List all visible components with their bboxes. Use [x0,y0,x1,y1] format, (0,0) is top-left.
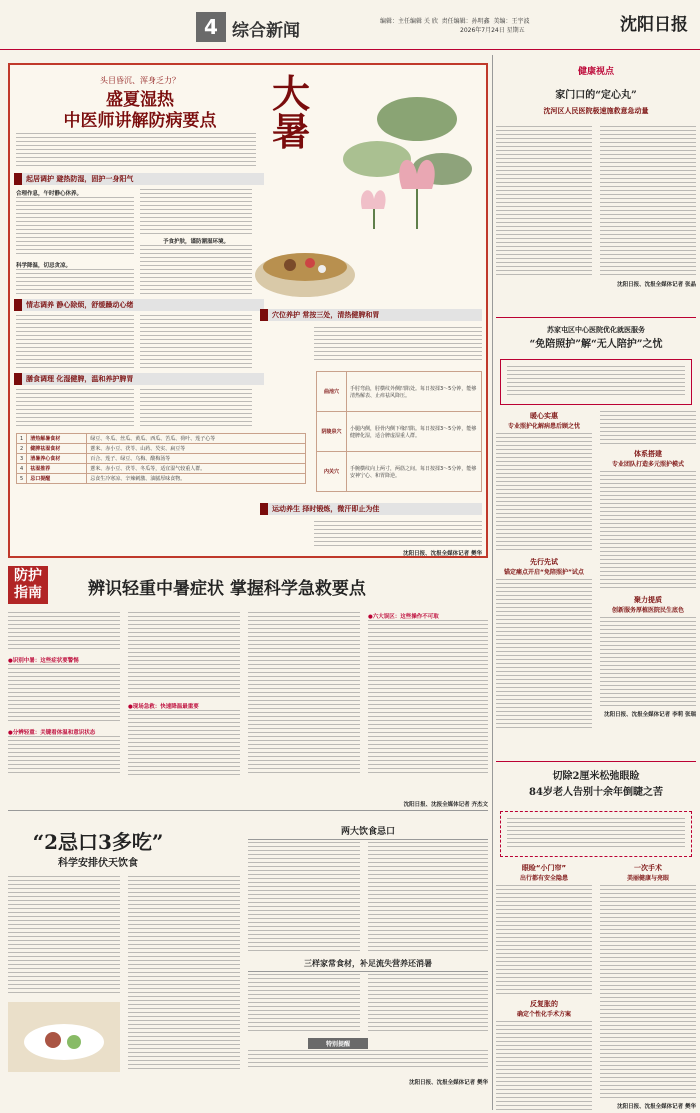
divider-2 [496,761,696,762]
subhead-diet: 膳食调理 化湿健脾，温和养护脾胃 [14,373,264,385]
article-3-col-a [496,863,592,1111]
right-column [496,55,696,1110]
diet-col-3b [248,974,360,1034]
food-category: 清暑养心食材 [27,454,87,464]
lotus-illustration [322,69,482,229]
page-number: 4 [196,12,226,42]
acupoint-row [317,412,482,452]
food-row [17,444,306,454]
diet-title: “2忌口3多吃” [32,830,164,854]
feature-kicker: 头目昏沉、浑身乏力？ [100,76,180,85]
text-f [600,885,696,1099]
article-1-col-a [496,126,592,276]
food-category: 健脾祛湿食材 [27,444,87,454]
herbs-bowl-illustration [250,215,360,305]
guide-tag [8,566,48,604]
food-items: 忌食生冷寒凉、辛辣刺激、油腻厚味食物。 [87,474,306,484]
acupoint-row [317,372,482,412]
hs-s3: ●现场急救：快速降温最重要 [128,704,199,710]
article-3-summary [500,811,692,857]
head-a2: 专业照护化解病患后顾之忧 [507,423,580,430]
article-1-subtitle: 沈河区人民医院极速施救意急动量 [543,107,649,115]
text-col-a2 [16,269,134,295]
text-col-f [140,389,252,429]
feature-byline: 沈阳日报、沈报全媒体记者 樊华 [403,551,482,557]
divider-3 [8,810,488,811]
article-1-title: 家门口的“定心丸” [555,90,637,101]
subhead-acupoints: 穴位养护 常按三处，清热健脾和胃 [260,309,482,321]
article-2-kicker: 苏家屯区中心医院优化就医服务 [547,326,645,334]
head-g2: 确定个性化手术方案 [516,1011,571,1018]
feature-box [8,63,488,558]
article-2-col-b [600,411,696,718]
article-3-col-b [600,863,696,1110]
head-d2: 创新服务厚植医院民生底色 [611,607,684,614]
subhead-daily-care: 起居调护 避热防湿，固护一身阳气 [14,173,264,185]
column-label [496,59,696,78]
article-2-summary [500,359,692,405]
head-d: 聚力提质 [634,596,662,604]
hs-col-1c [8,736,120,776]
text-b0 [600,411,696,445]
text-d [600,617,696,707]
article-3-byline: 沈阳日报、沈报全媒体记者 樊华 [617,1104,696,1110]
subhead-emotion: 情志调养 静心除烦，舒缓躁动心绪 [14,299,264,311]
text-c [496,579,592,729]
mini-head-1: 合理作息，午时静心休养。 [16,191,83,197]
feature-headline-1: 盛夏湿热 [106,90,174,110]
head-e: 眼睑“小门帘” [521,864,567,872]
diet-head-2: 三样家常食材，补足流失营养还消暑 [248,958,488,972]
article-2-byline: 沈阳日报、沈报全媒体记者 李莉 张瑞 [604,712,696,718]
heatstroke-article [8,566,488,816]
food-row-index: 2 [17,444,27,454]
food-category: 忌口提醒 [27,474,87,484]
head-e2: 出行都有安全隐患 [519,875,568,882]
food-items: 百合、莲子、绿豆、乌梅、酸梅汤等 [87,454,306,464]
hs-col-3 [248,612,360,776]
special-note-tag: 特别提醒 [308,1038,368,1049]
food-items: 薏米、赤小豆、茯苓、山药、芡实、扁豆等 [87,444,306,454]
hs-s4: ●六大误区：这些操作不可取 [368,614,439,620]
hs-col-2a [128,612,240,698]
article-2-title: “免陪照护”解“无人陪护”之忧 [529,339,663,350]
diet-col-2 [128,876,240,1072]
mini-head-3: 予食护肤，谨防潮湿环境。 [162,239,229,245]
food-row-index: 4 [17,464,27,474]
food-table [16,433,306,484]
food-row [17,434,306,444]
acupoint-name: 阴陵泉穴 [317,412,347,452]
summary-text [507,366,685,398]
subhead-exercise: 运动养生 择时锻炼，微汗即止为佳 [260,503,482,515]
food-items: 薏米、赤小豆、茯苓、冬瓜等，适宜湿气较重人群。 [87,464,306,474]
feature-intro [16,133,256,169]
food-row-index: 5 [17,474,27,484]
head-c2: 锚定痛点开启“免陪照护”试点 [504,569,584,576]
article-2-col-a [496,411,592,729]
divider-1 [496,317,696,318]
guide-tag-1: 防护 [14,568,42,584]
article-3-title-b: 84岁老人告别十余年倒睫之苦 [529,787,663,798]
diet-col-3a [248,842,360,952]
acupoint-row [317,452,482,492]
season-mark: 大暑 [272,71,311,154]
hs-s2: ●分辨轻重：关键看体温和意识状态 [8,730,96,736]
head-c: 先行先试 [530,558,558,566]
diet-subtitle: 科学安排伏天饮食 [58,858,138,869]
text-e [496,885,592,995]
article-3-title-a: 切除2厘米松弛眼睑 [552,771,640,782]
head-f2: 美丽健康与亮眼 [626,875,669,882]
heatstroke-byline: 沈阳日报、沈报全媒体记者 齐杰文 [403,802,488,808]
food-items: 绿豆、冬瓜、丝瓜、黄瓜、西瓜、苦瓜、荷叶、莲子心等 [87,434,306,444]
text-g [496,1021,592,1111]
proofreader: 美编：王宇波 [493,18,530,25]
credits [380,16,610,34]
acupoint-intro [314,327,482,363]
diet-col-1 [8,876,120,996]
diet-col-4b [368,974,488,1034]
acupoint-desc: 手肘弯曲，肘横纹外侧凹陷处。每日按揉3～5分钟，能够清热解表、止痒祛风降压。 [347,372,482,412]
food-row-index: 1 [17,434,27,444]
feature-headline-2: 中医师讲解防病要点 [63,111,217,131]
food-category: 清热解暑食材 [27,434,87,444]
food-row [17,464,306,474]
head-g: 反复胀的 [530,1000,558,1008]
feature-headline-block [10,75,270,132]
editor: 编辑：主任编辑 关 欣 [380,18,438,25]
text-a [496,433,592,553]
article-1-col-b [600,126,696,276]
text-col-b [140,189,252,235]
hs-s1: ●识别中暑：这些症状要警惕 [8,658,79,664]
head-f: 一次手术 [634,864,662,872]
column-divider [492,55,493,1110]
responsible-editor: 责任编辑：孙明鑫 [441,18,490,25]
column-label-text: 健康视点 [577,67,614,77]
summary-3-text [507,818,685,850]
head-b: 体系搭建 [634,450,662,458]
special-note-text [248,1050,488,1070]
text-b [600,471,696,591]
text-col-a [16,197,134,257]
head-b2: 专业团队打造多元照护模式 [611,461,684,468]
article-1-byline: 沈阳日报、沈报全媒体记者 张晶 [617,282,696,288]
exercise-text [314,521,482,549]
acupoint-desc: 小腿内侧，胫骨内侧下缘凹陷。每日按揉3～5分钟，能够健脾化湿，适合脾虚湿重人群。 [347,412,482,452]
diet-byline: 沈阳日报、沈报全媒体记者 樊华 [409,1080,488,1086]
acupoint-table [316,371,482,492]
hs-col-1a [8,612,120,652]
acupoint-name: 曲池穴 [317,372,347,412]
hs-col-2b [128,710,240,776]
food-row-index: 3 [17,454,27,464]
mini-head-2: 科学降温，切忌贪凉。 [16,263,72,269]
section-title: 综合新闻 [232,21,300,41]
heatstroke-headline: 辨识轻重中暑症状 掌握科学急救要点 [88,579,366,599]
diet-article [8,816,488,1106]
food-row [17,454,306,464]
hs-col-1b [8,664,120,724]
acupoint-desc: 手腕横纹向上两寸，两筋之间。每日按揉3～5分钟，能够安神宁心、和胃降逆。 [347,452,482,492]
food-category: 祛湿推荐 [27,464,87,474]
food-plate-illustration [8,1002,120,1072]
text-col-e [16,389,134,429]
page-header [0,0,700,50]
food-row [17,474,306,484]
issue-date: 2026年7月24日 星期五 [460,27,525,34]
text-col-d [140,315,252,369]
head-a: 暖心实惠 [530,412,558,420]
newspaper-logo: 沈阳日报 [620,15,688,35]
text-col-c [16,315,134,369]
text-col-b2 [140,245,252,295]
hs-col-4 [368,620,488,776]
diet-head-1: 两大饮食忌口 [248,824,488,840]
diet-col-4a [368,842,488,952]
guide-tag-2: 指南 [14,585,42,601]
acupoint-name: 内关穴 [317,452,347,492]
